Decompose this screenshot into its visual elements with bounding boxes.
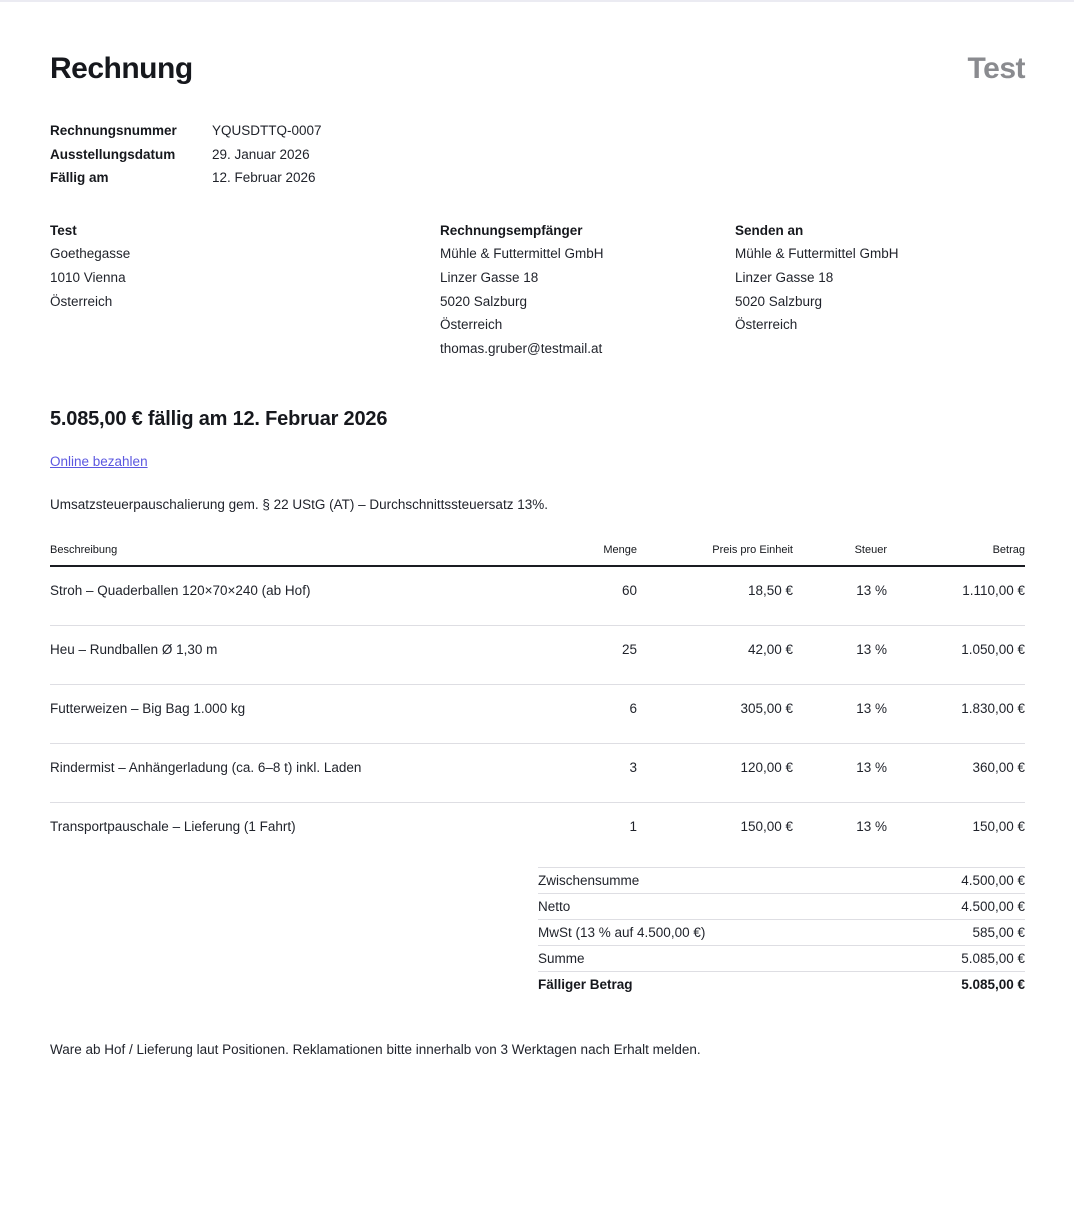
meta-row-invoice-number: [50, 119, 1025, 143]
totals-summary: [538, 867, 1025, 997]
invoice-content: [0, 2, 1074, 1057]
summary-row-subtotal: [538, 867, 1025, 893]
bill-to-company: Mühle & Futtermittel GmbH: [440, 246, 604, 262]
table-row: [50, 743, 1025, 802]
item-quantity: 25: [527, 625, 637, 684]
summary-row-amount-due: [538, 971, 1025, 997]
table-row: [50, 625, 1025, 684]
item-amount: 1.050,00 €: [887, 625, 1025, 684]
item-quantity: 3: [527, 743, 637, 802]
invoice-number-value: YQUSDTTQ-0007: [212, 123, 322, 138]
bill-to-country: Österreich: [440, 317, 503, 333]
amount-due-label: Fälliger Betrag: [538, 976, 633, 992]
subtotal-value: 4.500,00 €: [961, 872, 1025, 888]
bill-to-address-block: [440, 219, 735, 361]
item-quantity: 1: [629, 818, 637, 834]
summary-row-total: [538, 945, 1025, 971]
item-description: Transportpauschale – Lieferung (1 Fahrt): [50, 818, 296, 834]
issue-date-label: Ausstellungsdatum: [50, 146, 176, 162]
ship-to-company: Mühle & Futtermittel GmbH: [735, 246, 899, 262]
line-items-table: [50, 544, 1025, 861]
table-row: [50, 684, 1025, 743]
net-label: Netto: [538, 898, 571, 914]
item-tax: 13 %: [793, 566, 887, 626]
ship-to-street: Linzer Gasse 18: [735, 269, 834, 285]
header-tax: Steuer: [793, 544, 887, 566]
bill-to-email: thomas.gruber@testmail.at: [440, 341, 603, 357]
bill-to-street: Linzer Gasse 18: [440, 269, 539, 285]
total-label: Summe: [538, 950, 585, 966]
tax-note: Umsatzsteuerpauschalierung gem. § 22 UStG (AT) – Durchschnittssteuersatz 13%.: [50, 496, 548, 512]
vat-value: 585,00 €: [972, 924, 1025, 940]
invoice-number-label: Rechnungsnummer: [50, 123, 177, 138]
pay-online-link[interactable]: Online bezahlen: [50, 453, 148, 469]
seller-street: Goethegasse: [50, 246, 131, 262]
parties-section: [50, 219, 1025, 361]
amount-due-value: 5.085,00 €: [961, 976, 1025, 992]
item-quantity: 6: [527, 684, 637, 743]
item-tax: 13 %: [793, 743, 887, 802]
invoice-meta: [50, 119, 1025, 190]
item-amount: 1.110,00 €: [887, 566, 1025, 626]
header-amount: Betrag: [887, 544, 1025, 566]
item-unit-price: 18,50 €: [637, 566, 793, 626]
seller-city: 1010 Vienna: [50, 269, 126, 285]
net-value: 4.500,00 €: [961, 898, 1025, 914]
seller-address-block: [50, 219, 440, 361]
header-unit-price: Preis pro Einheit: [637, 544, 793, 566]
header-quantity: Menge: [527, 544, 637, 566]
line-items-header: [50, 544, 1025, 566]
item-unit-price: 120,00 €: [637, 743, 793, 802]
item-amount: 360,00 €: [887, 743, 1025, 802]
table-row: [50, 802, 1025, 861]
pay-online-link-row: [50, 454, 1025, 469]
due-date-label: Fällig am: [50, 170, 109, 185]
ship-to-address-block: [735, 219, 1025, 361]
meta-row-issue-date: [50, 143, 1025, 167]
summary-row-net: [538, 893, 1025, 919]
item-amount: 150,00 €: [972, 818, 1025, 834]
ship-to-country: Österreich: [735, 317, 798, 333]
ship-to-city: 5020 Salzburg: [735, 293, 823, 309]
merchant-logo-text: Test: [967, 52, 1025, 85]
ship-to-heading: Senden an: [735, 222, 804, 238]
item-unit-price: 42,00 €: [637, 625, 793, 684]
summary-row-vat: [538, 919, 1025, 945]
bill-to-heading: Rechnungsempfänger: [440, 222, 583, 238]
memo-text: Ware ab Hof / Lieferung laut Positionen. Reklamationen bitte innerhalb von 3 Werktagen nach Erhalt melden.: [50, 1041, 701, 1057]
item-tax: 13 %: [793, 625, 887, 684]
item-unit-price: 150,00 €: [740, 818, 793, 834]
seller-name: Test: [50, 222, 77, 238]
subtotal-label: Zwischensumme: [538, 872, 640, 888]
item-description: Heu – Rundballen Ø 1,30 m: [50, 625, 527, 684]
bill-to-city: 5020 Salzburg: [440, 293, 528, 309]
amount-due-heading: 5.085,00 € fällig am 12. Februar 2026: [50, 407, 388, 430]
vat-label: MwSt (13 % auf 4.500,00 €): [538, 924, 706, 940]
header-description: Beschreibung: [50, 544, 527, 566]
item-description: Stroh – Quaderballen 120×70×240 (ab Hof): [50, 566, 527, 626]
item-description: Rindermist – Anhängerladung (ca. 6–8 t) inkl. Laden: [50, 743, 527, 802]
meta-row-due-date: [50, 166, 1025, 190]
issue-date-value: 29. Januar 2026: [212, 146, 310, 162]
due-date-value: 12. Februar 2026: [212, 170, 316, 185]
item-quantity: 60: [527, 566, 637, 626]
seller-country: Österreich: [50, 293, 113, 309]
invoice-header: [50, 52, 1025, 86]
item-tax: 13 %: [793, 684, 887, 743]
page-title: Rechnung: [50, 52, 193, 85]
table-row: [50, 566, 1025, 626]
item-tax: 13 %: [856, 818, 887, 834]
item-amount: 1.830,00 €: [887, 684, 1025, 743]
total-value: 5.085,00 €: [961, 950, 1025, 966]
item-unit-price: 305,00 €: [637, 684, 793, 743]
item-description: Futterweizen – Big Bag 1.000 kg: [50, 684, 527, 743]
